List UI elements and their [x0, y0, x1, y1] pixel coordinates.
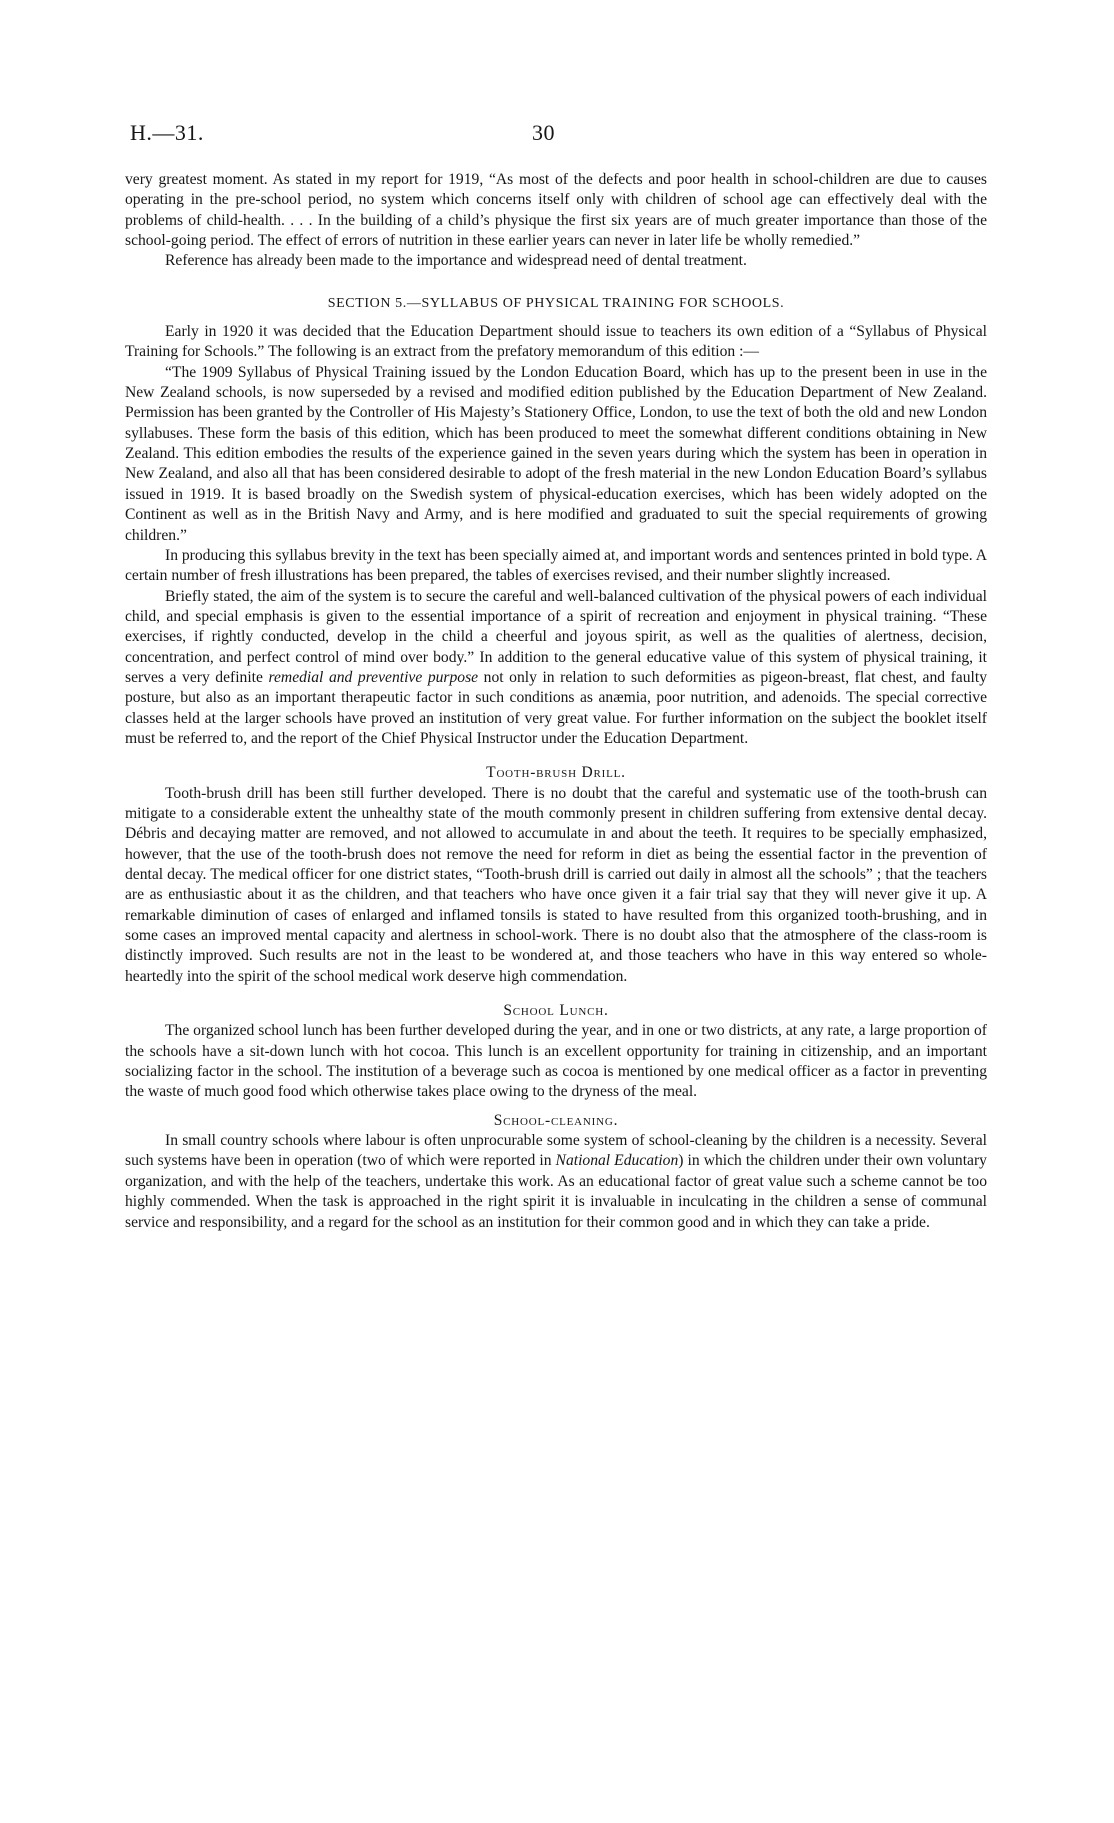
cleaning-emphasis: National Education — [555, 1152, 679, 1170]
aim-text-start: Briefly stated, the aim of the system is to secure the careful and well-balanced cultivation of the physical powers of each individual child, and special emphasis is given to the essential importance of a spirit of recreation and enjoyment in physical training. “These exercises, if rightly conducted, develop in the child a cheerful and joyous spirit, as well as the qualities of alertness, decision, concentration, and perfect control of mind over body.” In addition to the general educative value of this system of physical training, it serves a very definite — [125, 587, 987, 686]
heading-school-cleaning: School-cleaning. — [493, 1111, 619, 1129]
paragraph-school-cleaning — [125, 1131, 987, 1233]
paragraph-continuation: very greatest moment. As stated in my report for 1919, “As most of the defects and poor health in school-children are due to causes operating in the pre-school period, no system which concerns itself only with children of school age can effectively deal with the problems of child-health. . . . In the building of a child’s physique the first six years are of much greater importance than those of the school-going period. The effect of errors of nutrition in these earlier years can never in later life be wholly remedied.” — [125, 171, 987, 250]
page-number: 30 — [532, 120, 555, 145]
heading-school-lunch: School Lunch. — [503, 1002, 609, 1020]
paragraph-syllabus-intro: Early in 1920 it was decided that the Education Department should issue to teachers its own edition of a “Syllabus of Physical Training for Schools.” The following is an extract from the prefatory memorandum of this edition :— — [125, 323, 987, 361]
document-reference: H.—31. — [130, 120, 204, 145]
paragraph-brevity: In producing this syllabus brevity in the text has been specially aimed at, and important words and sentences printed in bold type. A certain number of fresh illustrations has been prepared, the tables of exercises revised, and their number slightly increased. — [125, 546, 987, 585]
aim-emphasis: remedial and preventive purpose — [268, 668, 479, 686]
paragraph-dental-reference: Reference has already been made to the importance and widespread need of dental treatment. — [165, 252, 747, 270]
paragraph-aim — [125, 587, 987, 750]
body-text — [125, 170, 987, 1233]
page-header — [130, 120, 990, 150]
cleaning-text-end: ) in which the children under their own voluntary organization, and with the help of the teachers, undertake this work. As an educational factor of great value such a scheme cannot be too highly commended. When the task is approached in the right spirit it is invaluable in inculcating in the children a sense of communal service and responsibility, and a regard for the school as an institution for their common good and in which they can take a pride. — [125, 1152, 987, 1231]
aim-text-end: not only in relation to such deformities as pigeon-breast, flat chest, and faulty posture, but also as an important therapeutic factor in such conditions as anæmia, poor nutrition, and adenoids. The special corrective classes held at the larger schools have proved an institution of very great value. For further information on the subject the booklet itself must be referred to, and the report of the Chief Physical Instructor under the Education Department. — [125, 668, 987, 747]
section-heading-syllabus: SECTION 5.—SYLLABUS OF PHYSICAL TRAINING FOR SCHOOLS. — [327, 295, 785, 311]
paragraph-syllabus-quote: “The 1909 Syllabus of Physical Training issued by the London Education Board, which has up to the present been in use in the New Zealand schools, is now superseded by a revised and modified edition published by the Education Department of New Zealand. Permission has been granted by the Controller of His Majesty’s Stationery Office, London, to use the text of both the old and new London syllabuses. These form the basis of this edition, which has been produced to meet the somewhat different conditions obtaining in New Zealand. This edition embodies the results of the experience gained in the seven years during which the system has been in operation in New Zealand, and also all that has been considered desirable to adopt of the fresh material in the new London Education Board’s syllabus issued in 1919. It is based broadly on the Swedish system of physical-education exercises, which has been widely adopted on the Continent as well as in the British Navy and Army, and is here modified and graduated to suit the special requirements of growing children.” — [125, 363, 987, 544]
paragraph-tooth-brush: Tooth-brush drill has been still further developed. There is no doubt that the careful and systematic use of the tooth-brush can mitigate to a considerable extent the unhealthy state of the mouth commonly present in children suffering from extensive dental decay. Débris and decaying matter are removed, and not allowed to accumulate in and about the teeth. It requires to be specially emphasized, however, that the use of the tooth-brush does not remove the need for reform in diet as being the essential factor in the prevention of dental decay. The medical officer for one district states, “Tooth-brush drill is carried out daily in almost all the schools” ; that the teachers are as enthusiastic about it as the children, and that teachers who have once given it a fair trial say that they will never give it up. A remarkable diminution of cases of enlarged and inflamed tonsils is stated to have resulted from this organized tooth-brushing, and in some cases an improved mental capacity and alertness in school-work. There is no doubt also that the atmosphere of the class-room is distinctly improved. Such results are not in the least to be wondered at, and those teachers who have in this way entered so whole-heartedly into the spirit of the school medical work deserve high commendation. — [125, 784, 987, 985]
cleaning-text-start: In small country schools where labour is often unprocurable some system of school-cleaning by the children is a necessity. Several such systems have been in operation (two of which were reported in — [125, 1132, 987, 1170]
heading-tooth-brush-drill: Tooth-brush Drill. — [486, 764, 626, 782]
paragraph-school-lunch: The organized school lunch has been further developed during the year, and in one or two districts, at any rate, a large proportion of the schools have a sit-down lunch with hot cocoa. This lunch is an excellent opportunity for training in citizenship, and an important socializing factor in the school. The institution of a beverage such as cocoa is mentioned by one medical officer as a factor in preventing the waste of much good food which otherwise takes place owing to the dryness of the meal. — [125, 1022, 987, 1101]
